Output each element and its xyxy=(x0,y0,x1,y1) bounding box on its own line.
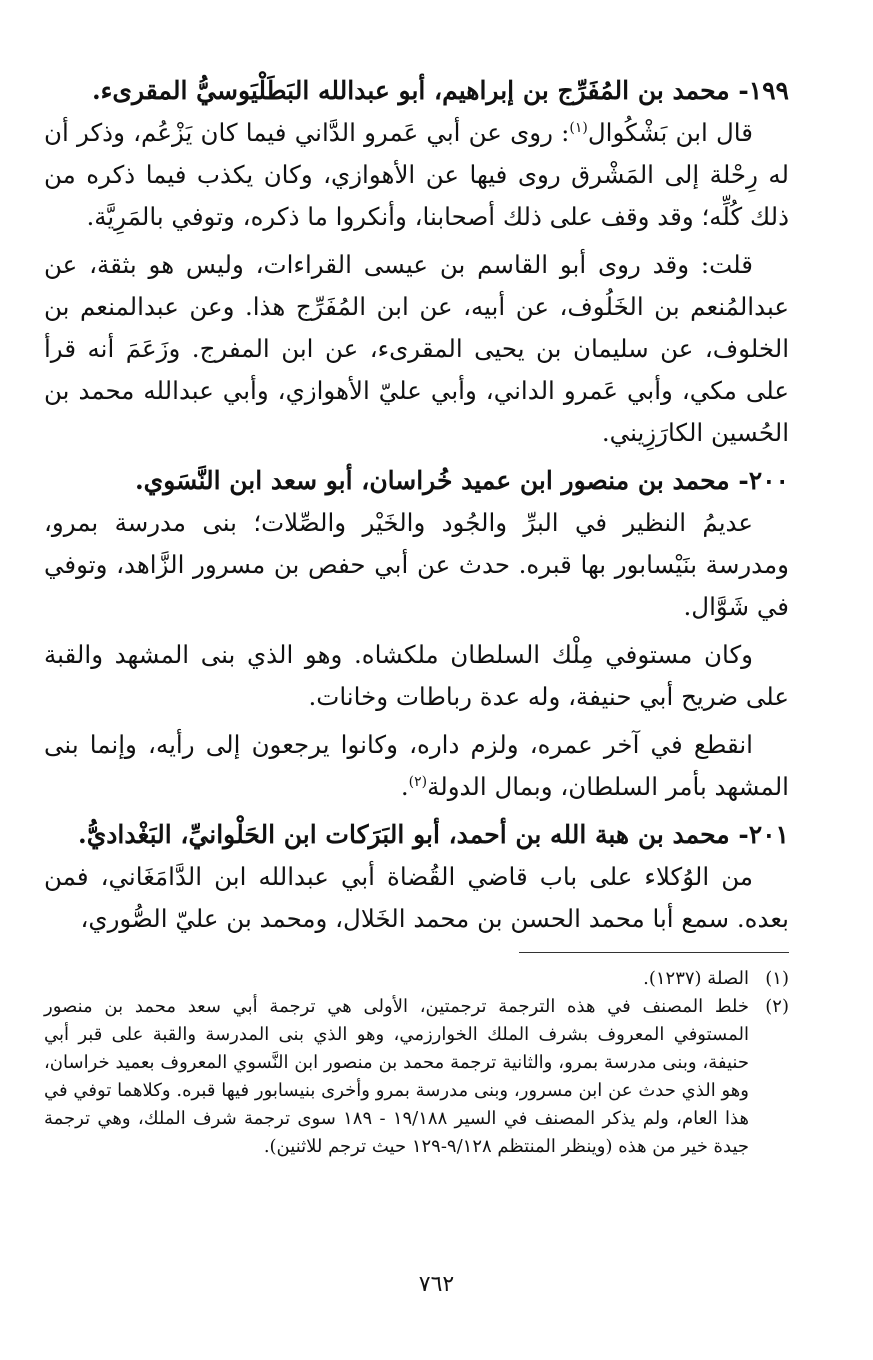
footnote-number: (١) xyxy=(765,968,789,989)
entry-title: ١٩٩- محمد بن المُفَرِّج بن إبراهيم، أبو عبدالله البَطَلْيَوسيُّ المقرىء. xyxy=(91,76,789,105)
footnote-number: (٢) xyxy=(765,996,789,1017)
paragraph-text: : روى عن أبي عَمرو الدَّاني فيما كان يَزْعُم، وذكر أن له رِحْلة إلى المَشْرق روى فيها عن الأهوازي، وكان يكذب فيما ذكره من ذلك كُلِّه؛ وقد وقف على ذلك أصحابنا، وأنكروا ما ذكره، وتوفي بالمَرِيَّة. xyxy=(44,118,789,231)
paragraph: من الوُكلاء على باب قاضي القُضاة أبي عبدالله ابن الدَّامَغَاني، فمن بعده. سمع أبا محمد الحسن بن محمد الخَلال، ومحمد بن عليّ الصُّوري، xyxy=(44,862,789,933)
footnote-reference: (٢) xyxy=(408,773,428,790)
footnote-separator-wrap xyxy=(44,952,789,953)
paragraph: عديمُ النظير في البرِّ والجُود والخَيْر والصِّلات؛ بنى مدرسة بمرو، ومدرسة بنَيْسابور بها قبره. حدث عن أبي حفص بن مسرور الزَّاهد، وتوفي في شَوَّال. xyxy=(44,508,789,621)
paragraph xyxy=(44,112,789,238)
paragraph xyxy=(44,724,789,808)
paragraph-text: قال ابن بَشْكُوال xyxy=(587,118,753,147)
entry-title: ٢٠٠- محمد بن منصور ابن عميد خُراسان، أبو سعد ابن النَّسَوي. xyxy=(134,466,789,495)
paragraph: وكان مستوفي مِلْك السلطان ملكشاه. وهو الذي بنى المشهد والقبة على ضريح أبي حنيفة، وله عدة رباطات وخانات. xyxy=(44,640,789,711)
footnote-reference: (١) xyxy=(569,119,588,136)
footnote-text: خلط المصنف في هذه الترجمة ترجمتين، الأولى هي ترجمة أبي سعد محمد بن منصور المستوفي المعروف بشرف الملك الخوارزمي، وهو الذي بنى المدرسة والقبة على قبر أبي حنيفة، وبنى مدرسة بمرو، والثانية ترجمة محمد بن منصور ابن النَّسوي المعروف بعميد خراسان، وهو الذي حدث عن ابن مسرور، وبنى مدرسة بمرو وأخرى بنيسابور فيها قبره. وكلاهما توفي في هذا العام، ولم يذكر المصنف في السير ١٩/١٨٨ - ١٨٩ سوى ترجمة شرف الملك، وهي ترجمة جيدة خير من هذه (وينظر المنتظم ٩/١٢٨-١٢٩ حيث ترجم للاثنين). xyxy=(44,996,749,1157)
paragraph-text: انقطع في آخر عمره، ولزم داره، وكانوا يرجعون إلى رأيه، وإنما بنى المشهد بأمر السلطان، وبمال الدولة xyxy=(44,730,789,801)
paragraph: قلت: وقد روى أبو القاسم بن عيسى القراءات، وليس هو بثقة، عن عبدالمُنعم بن الخَلُوف، عن أبيه، عن ابن المُفَرِّج هذا. وعن عبدالمنعم بن الخلوف، عن سليمان بن يحيى المقرىء، عن ابن المفرج. وزَعَمَ أنه قرأ على مكي، وأبي عَمرو الداني، وأبي عليّ الأهوازي، وأبي عبدالله محمد بن الحُسين الكارَزِيني. xyxy=(44,250,789,447)
entry-title: ٢٠١- محمد بن هبة الله بن أحمد، أبو البَرَكات ابن الحَلْوانيِّ، البَغْداديُّ. xyxy=(78,820,789,849)
page-number: ٧٦٢ xyxy=(418,1272,455,1297)
footnote-text: الصلة (١٢٣٧). xyxy=(643,968,749,989)
paragraph-text: . xyxy=(400,772,409,801)
footnote xyxy=(44,965,789,993)
footnote xyxy=(44,993,789,1161)
footnote-separator xyxy=(519,952,789,953)
